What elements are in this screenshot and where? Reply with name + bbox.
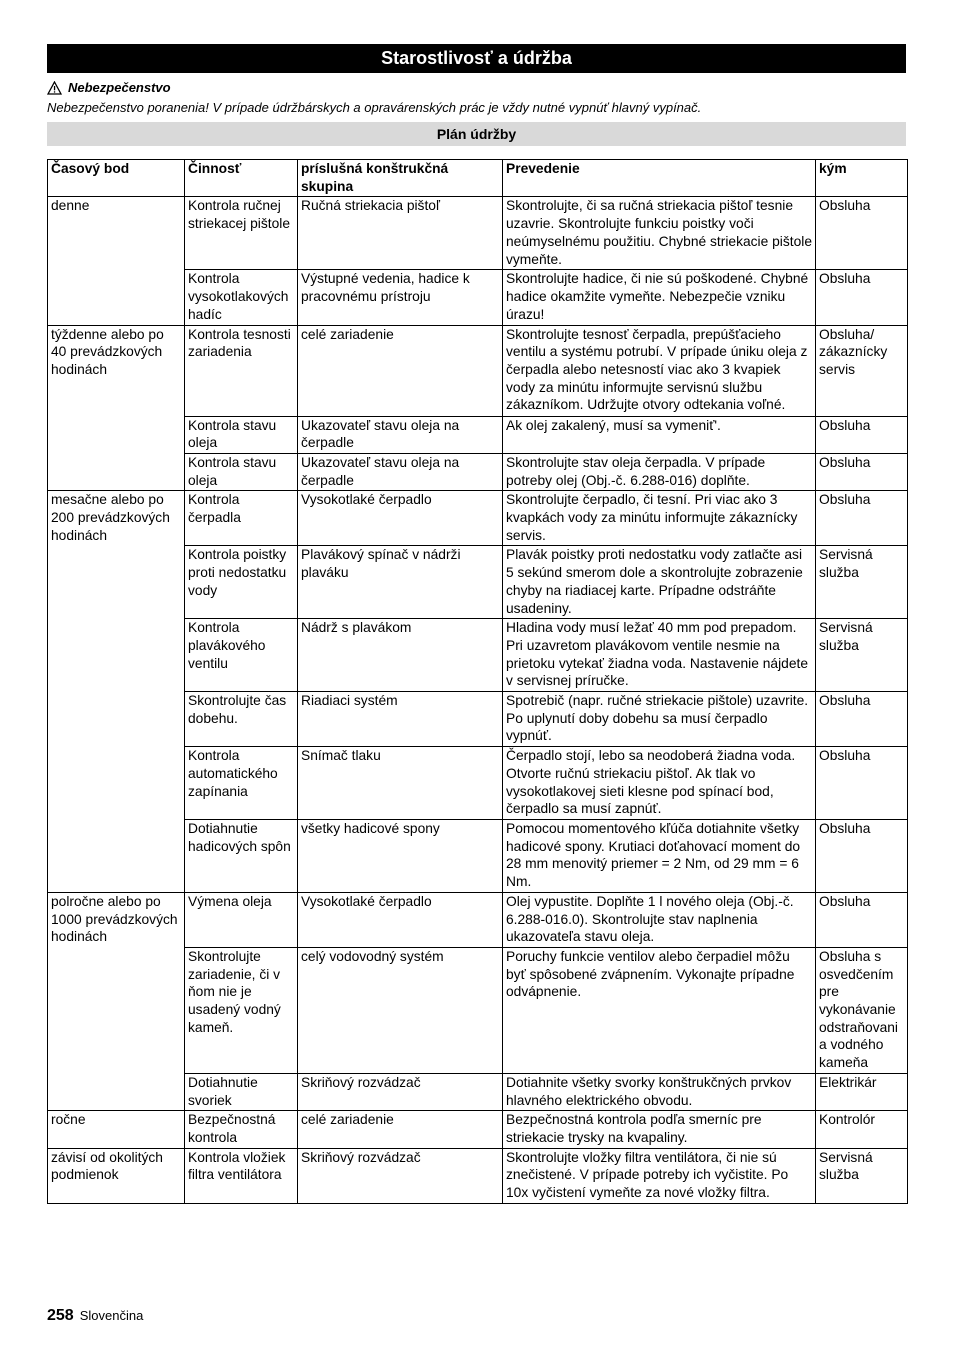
cell-execution: Plavák poistky proti nedostatku vody zatlačte asi 5 sekúnd smerom dole a skontrolujte zobrazenie chyby na riadiacej karte. Prípadne odstráňte usadeniny.: [503, 546, 816, 619]
cell-activity: Dotiahnutie hadicových spôn: [185, 819, 298, 892]
table-header-row: [48, 160, 908, 197]
cell-group: Snímač tlaku: [298, 747, 503, 820]
table-row: [48, 892, 908, 947]
cell-who: Obsluha s osvedčením pre vykonávanie odstraňovani a vodného kameňa: [816, 947, 908, 1073]
page-title: Starostlivosť a údržba: [47, 44, 906, 73]
cell-execution: Skontrolujte vložky filtra ventilátora, či nie sú znečistené. V prípade potreby ich vyčistite. Po 10x vyčistení vymeňte za nové vložky filtra.: [503, 1148, 816, 1203]
cell-group: Skriňový rozvádzač: [298, 1073, 503, 1110]
cell-group: Riadiaci systém: [298, 692, 503, 747]
cell-execution: Skontrolujte, či sa ručná striekacia pištoľ tesnie uzavrie. Skontrolujte funkciu poistky voči neúmyselnému použitiu. Chybné striekacie pištole vymeňte.: [503, 197, 816, 270]
cell-group: Vysokotlaké čerpadlo: [298, 892, 503, 947]
cell-execution: Poruchy funkcie ventilov alebo čerpadiel môžu byť spôsobené zvápnením. Vykonajte prípadne odvápnenie.: [503, 947, 816, 1073]
page-number: 258: [47, 1307, 74, 1324]
cell-who: Obsluha: [816, 692, 908, 747]
cell-activity: Kontrola vysokotlakových hadíc: [185, 270, 298, 325]
cell-time: týždenne alebo po 40 prevádzkových hodinách: [48, 325, 185, 491]
cell-group: celé zariadenie: [298, 1111, 503, 1148]
cell-time: závisí od okolitých podmienok: [48, 1148, 185, 1203]
cell-time: ročne: [48, 1111, 185, 1148]
cell-group: Výstupné vedenia, hadice k pracovnému prístroju: [298, 270, 503, 325]
cell-group: Vysokotlaké čerpadlo: [298, 491, 503, 546]
cell-group: Ukazovateľ stavu oleja na čerpadle: [298, 416, 503, 453]
cell-execution: Dotiahnite všetky svorky konštrukčných prvkov hlavného elektrického obvodu.: [503, 1073, 816, 1110]
header-who: kým: [816, 160, 908, 197]
cell-activity: Skontrolujte čas dobehu.: [185, 692, 298, 747]
header-activity: Činnosť: [185, 160, 298, 197]
cell-execution: Spotrebič (napr. ručné striekacie pištole) uzavrite. Po uplynutí doby dobehu sa musí čerpadlo vypnúť.: [503, 692, 816, 747]
cell-group: Plavákový spínač v nádrži plaváku: [298, 546, 503, 619]
cell-execution: Bezpečnostná kontrola podľa smerníc pre striekacie trysky na kvapaliny.: [503, 1111, 816, 1148]
cell-activity: Skontrolujte zariadenie, či v ňom nie je usadený vodný kameň.: [185, 947, 298, 1073]
header-execution: Prevedenie: [503, 160, 816, 197]
table-row: [48, 491, 908, 546]
cell-activity: Kontrola tesnosti zariadenia: [185, 325, 298, 416]
cell-who: Obsluha: [816, 270, 908, 325]
cell-activity: Kontrola stavu oleja: [185, 453, 298, 490]
table-row: [48, 325, 908, 416]
cell-who: Obsluha: [816, 453, 908, 490]
table-row: [48, 1148, 908, 1203]
table-row: [48, 1111, 908, 1148]
cell-time: mesačne alebo po 200 prevádzkových hodinách: [48, 491, 185, 892]
cell-execution: Ak olej zakalený, musí sa vymeniť'.: [503, 416, 816, 453]
cell-execution: Pomocou momentového kľúča dotiahnite všetky hadicové spony. Krutiaci doťahovací moment do 28 mm menovitý priemer = 2 Nm, od 29 mm = 6 Nm.: [503, 819, 816, 892]
maintenance-table: [47, 159, 908, 1204]
cell-activity: Kontrola plavákového ventilu: [185, 619, 298, 692]
cell-group: celý vodovodný systém: [298, 947, 503, 1073]
cell-who: Servisná služba: [816, 1148, 908, 1203]
table-body: [48, 197, 908, 1203]
cell-activity: Dotiahnutie svoriek: [185, 1073, 298, 1110]
page-footer: [47, 1307, 143, 1325]
header-group: príslušná konštrukčná skupina: [298, 160, 503, 197]
warning-heading-text: Nebezpečenstvo: [68, 80, 171, 95]
cell-activity: Kontrola stavu oleja: [185, 416, 298, 453]
footer-language: Slovenčina: [79, 1308, 144, 1323]
cell-time: polročne alebo po 1000 prevádzkových hodinách: [48, 892, 185, 1110]
warning-triangle-icon: [47, 81, 62, 95]
cell-who: Obsluha: [816, 747, 908, 820]
cell-group: Nádrž s plavákom: [298, 619, 503, 692]
cell-activity: Kontrola automatického zapínania: [185, 747, 298, 820]
cell-who: Obsluha: [816, 892, 908, 947]
cell-execution: Skontrolujte hadice, či nie sú poškodené. Chybné hadice okamžite vymeňte. Nebezpečie vzniku úrazu!: [503, 270, 816, 325]
cell-execution: Skontrolujte stav oleja čerpadla. V prípade potreby olej (Obj.-č. 6.288-016) doplňte.: [503, 453, 816, 490]
cell-who: Servisná služba: [816, 619, 908, 692]
cell-activity: Výmena oleja: [185, 892, 298, 947]
cell-activity: Kontrola ručnej striekacej pištole: [185, 197, 298, 270]
cell-execution: Skontrolujte tesnosť čerpadla, prepúšťacieho ventilu a systému potrubí. V prípade úniku oleja z čerpadla alebo netesností viac ako 3 kvapiek vody za minútu informujte servisnú službu zákazníkom. Udržujte otvory odtekania voľné.: [503, 325, 816, 416]
cell-group: Ručná striekacia pištoľ: [298, 197, 503, 270]
warning-heading: [47, 80, 171, 95]
cell-activity: Kontrola poistky proti nedostatku vody: [185, 546, 298, 619]
cell-time: denne: [48, 197, 185, 325]
cell-execution: Olej vypustite. Doplňte 1 l nového oleja (Obj.-č. 6.288-016.0). Skontrolujte stav naplnenia ukazovateľa stavu oleja.: [503, 892, 816, 947]
cell-who: Obsluha: [816, 819, 908, 892]
cell-execution: Hladina vody musí ležať 40 mm pod prepadom. Pri uzavretom plavákovom ventile nesmie na prietoku vytekať žiadna voda. Nastavenie nájdete v servisnej príručke.: [503, 619, 816, 692]
cell-who: Obsluha: [816, 491, 908, 546]
cell-execution: Skontrolujte čerpadlo, či tesní. Pri viac ako 3 kvapkách vody za minútu informujte zákaznícky servis.: [503, 491, 816, 546]
header-time: Časový bod: [48, 160, 185, 197]
cell-execution: Čerpadlo stojí, lebo sa neodoberá žiadna voda. Otvorte ručnú striekaciu pištoľ. Ak tlak vo vysokotlakovej sieti klesne pod spínací bod, čerpadlo sa musí zapnúť.: [503, 747, 816, 820]
cell-who: Kontrolór: [816, 1111, 908, 1148]
cell-who: Servisná služba: [816, 546, 908, 619]
section-title: Plán údržby: [47, 122, 906, 146]
cell-group: celé zariadenie: [298, 325, 503, 416]
cell-activity: Bezpečnostná kontrola: [185, 1111, 298, 1148]
cell-who: Elektrikár: [816, 1073, 908, 1110]
cell-activity: Kontrola vložiek filtra ventilátora: [185, 1148, 298, 1203]
cell-group: Ukazovateľ stavu oleja na čerpadle: [298, 453, 503, 490]
warning-text: Nebezpečenstvo poranenia! V prípade údržbárskych a opravárenských prác je vždy nutné vypnúť hlavný vypínač.: [47, 100, 702, 115]
cell-who: Obsluha: [816, 416, 908, 453]
cell-group: Skriňový rozvádzač: [298, 1148, 503, 1203]
cell-group: všetky hadicové spony: [298, 819, 503, 892]
cell-who: Obsluha: [816, 197, 908, 270]
table-row: [48, 197, 908, 270]
cell-who: Obsluha/ zákaznícky servis: [816, 325, 908, 416]
cell-activity: Kontrola čerpadla: [185, 491, 298, 546]
